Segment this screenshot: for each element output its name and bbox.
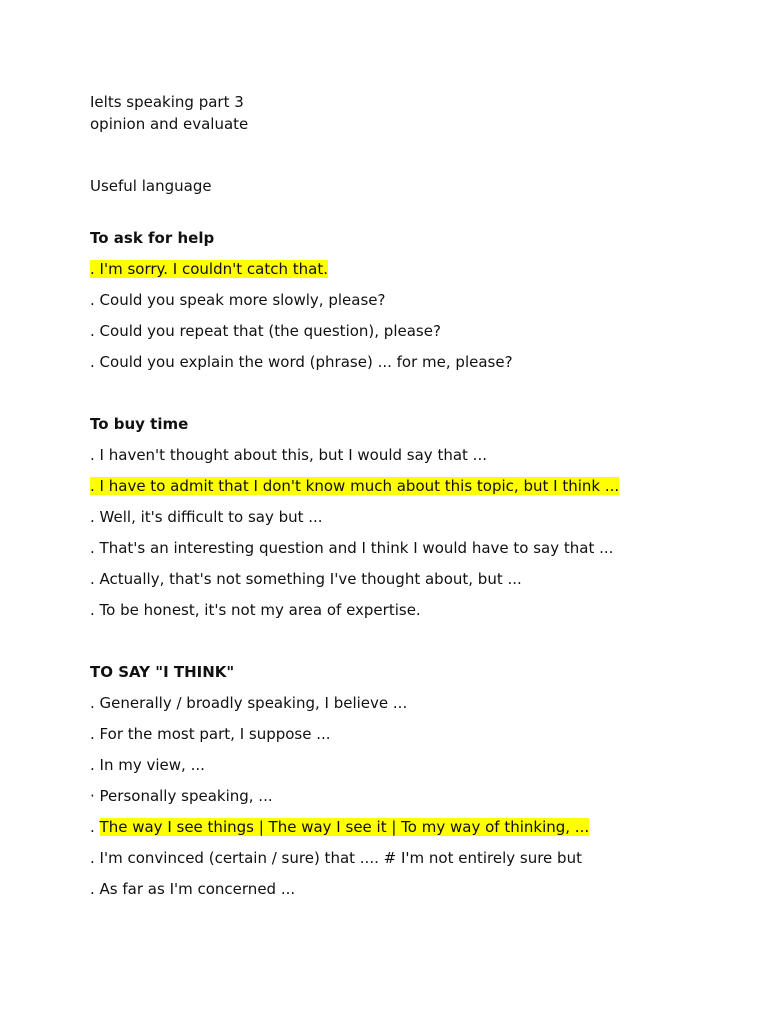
list-item-text: Actually, that's not something I've thought about, but ... [99,570,522,588]
list-item [90,599,730,630]
list-item-text: To be honest, it's not my area of expertise. [99,601,421,619]
list-item-text: Could you repeat that (the question), please? [99,322,441,340]
bullet-marker: · [90,787,100,805]
bullet-marker: . [90,818,100,836]
list-item [90,258,730,289]
bullet-marker: . [90,570,100,588]
bullet-marker: . [90,694,100,712]
document-title: Ielts speaking part 3 [90,93,244,111]
bullet-marker: . [90,446,100,464]
list-item [90,692,730,723]
bullet-marker: . [90,291,100,309]
document-page [90,91,730,909]
bullet-marker: . [90,880,100,898]
list-item [90,816,730,847]
list-item [90,785,730,816]
list-item [90,351,730,382]
list-item-text: Well, it's difficult to say but ... [99,508,323,526]
list-item [90,754,730,785]
list-item [90,506,730,537]
list-item [90,444,730,475]
bullet-marker: . [90,260,100,278]
list-item [90,475,730,506]
list-item-text: I'm sorry. I couldn't catch that. [99,260,328,278]
spacer [90,135,730,175]
bullet-marker: . [90,849,100,867]
list-item-text: For the most part, I suppose ... [99,725,331,743]
bullet-marker: . [90,322,100,340]
bullet-marker: . [90,477,100,495]
list-item [90,537,730,568]
bullet-marker: . [90,725,100,743]
section-spacer [90,382,730,413]
list-item-text: Personally speaking, ... [99,787,273,805]
list-item-text: As far as I'm concerned ... [99,880,296,898]
list-item-text: I'm convinced (certain / sure) that .... # I'm not entirely sure but [99,849,582,867]
list-item-text: Generally / broadly speaking, I believe ... [99,694,408,712]
list-item-text: I haven't thought about this, but I would say that ... [99,446,487,464]
bullet-marker: . [90,353,100,371]
bullet-marker: . [90,508,100,526]
list-item-text: That's an interesting question and I think I would have to say that ... [99,539,614,557]
list-item-text: I have to admit that I don't know much about this topic, but I think ... [99,477,620,495]
list-item [90,289,730,320]
bullet-marker: . [90,756,100,774]
sections-container [90,227,730,909]
document-title-subline: opinion and evaluate [90,115,249,133]
list-item-text: The way I see things | The way I see it | To my way of thinking, ... [99,818,590,836]
bullet-marker: . [90,539,100,557]
spacer [90,197,730,227]
section-spacer [90,630,730,661]
list-item-text: Could you speak more slowly, please? [99,291,386,309]
list-item [90,847,730,878]
list-item-text: In my view, ... [99,756,205,774]
section-heading: TO SAY "I THINK" [90,663,235,681]
section-intro: Useful language [90,177,212,195]
section-heading: To ask for help [90,229,215,247]
list-item [90,878,730,909]
list-item [90,723,730,754]
list-item [90,568,730,599]
list-item [90,320,730,351]
list-item-text: Could you explain the word (phrase) ... for me, please? [99,353,513,371]
bullet-marker: . [90,601,100,619]
section-heading: To buy time [90,415,189,433]
